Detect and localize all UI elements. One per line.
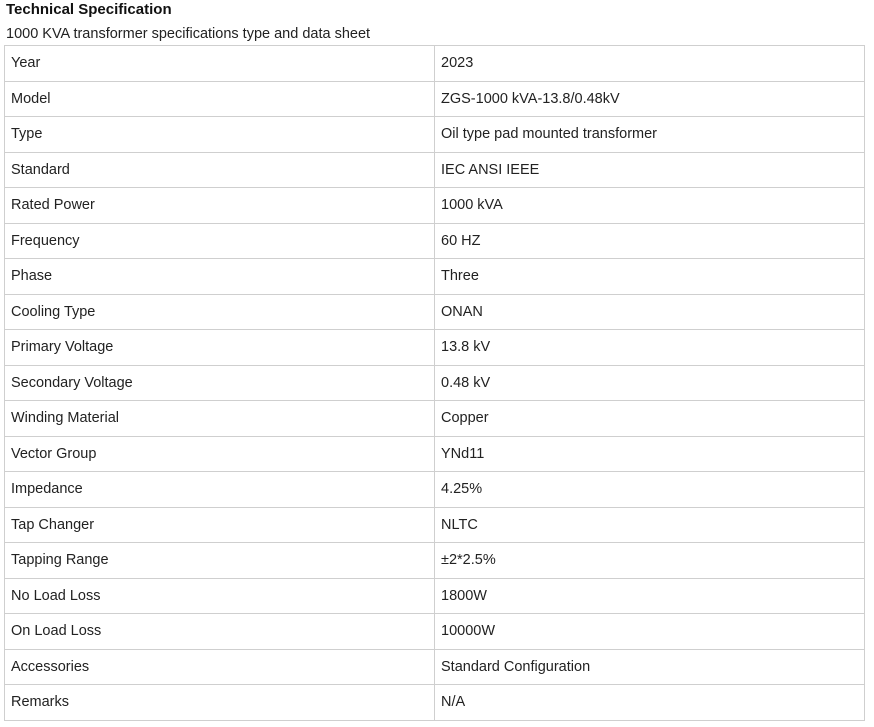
row-label: Vector Group bbox=[5, 436, 435, 472]
row-label: Remarks bbox=[5, 685, 435, 721]
table-row bbox=[5, 614, 865, 650]
row-value: 10000W bbox=[435, 614, 865, 650]
row-value: ±2*2.5% bbox=[435, 543, 865, 579]
row-label: Tap Changer bbox=[5, 507, 435, 543]
row-label: Year bbox=[5, 46, 435, 82]
row-label: Frequency bbox=[5, 223, 435, 259]
row-value: ONAN bbox=[435, 294, 865, 330]
table-row bbox=[5, 472, 865, 508]
row-label: Winding Material bbox=[5, 401, 435, 437]
spec-table-body bbox=[5, 46, 865, 721]
row-value: 1800W bbox=[435, 578, 865, 614]
row-label: On Load Loss bbox=[5, 614, 435, 650]
page-subtitle: 1000 KVA transformer specifications type and data sheet bbox=[6, 26, 371, 42]
row-label: Tapping Range bbox=[5, 543, 435, 579]
row-label: Model bbox=[5, 81, 435, 117]
row-value: N/A bbox=[435, 685, 865, 721]
table-row bbox=[5, 507, 865, 543]
table-row bbox=[5, 401, 865, 437]
table-row bbox=[5, 223, 865, 259]
row-value: Three bbox=[435, 259, 865, 295]
row-label: Cooling Type bbox=[5, 294, 435, 330]
table-row bbox=[5, 543, 865, 579]
table-row bbox=[5, 436, 865, 472]
row-value: Standard Configuration bbox=[435, 649, 865, 685]
spec-table bbox=[4, 45, 865, 721]
row-value: YNd11 bbox=[435, 436, 865, 472]
row-value: 0.48 kV bbox=[435, 365, 865, 401]
row-label: Standard bbox=[5, 152, 435, 188]
table-row bbox=[5, 578, 865, 614]
row-value: ZGS-1000 kVA-13.8/0.48kV bbox=[435, 81, 865, 117]
row-label: Type bbox=[5, 117, 435, 153]
row-label: Phase bbox=[5, 259, 435, 295]
row-value: 4.25% bbox=[435, 472, 865, 508]
table-row bbox=[5, 649, 865, 685]
table-row bbox=[5, 188, 865, 224]
table-row bbox=[5, 259, 865, 295]
row-value: NLTC bbox=[435, 507, 865, 543]
table-row bbox=[5, 365, 865, 401]
page-title: Technical Specification bbox=[6, 1, 172, 18]
row-value: 60 HZ bbox=[435, 223, 865, 259]
table-row bbox=[5, 330, 865, 366]
row-value: 2023 bbox=[435, 46, 865, 82]
table-row bbox=[5, 46, 865, 82]
row-value: 1000 kVA bbox=[435, 188, 865, 224]
table-row bbox=[5, 294, 865, 330]
row-value: IEC ANSI IEEE bbox=[435, 152, 865, 188]
row-label: Primary Voltage bbox=[5, 330, 435, 366]
table-row bbox=[5, 117, 865, 153]
row-label: Accessories bbox=[5, 649, 435, 685]
table-row bbox=[5, 685, 865, 721]
row-value: Oil type pad mounted transformer bbox=[435, 117, 865, 153]
table-row bbox=[5, 152, 865, 188]
row-label: No Load Loss bbox=[5, 578, 435, 614]
row-label: Secondary Voltage bbox=[5, 365, 435, 401]
row-label: Impedance bbox=[5, 472, 435, 508]
table-row bbox=[5, 81, 865, 117]
row-value: Copper bbox=[435, 401, 865, 437]
row-label: Rated Power bbox=[5, 188, 435, 224]
row-value: 13.8 kV bbox=[435, 330, 865, 366]
